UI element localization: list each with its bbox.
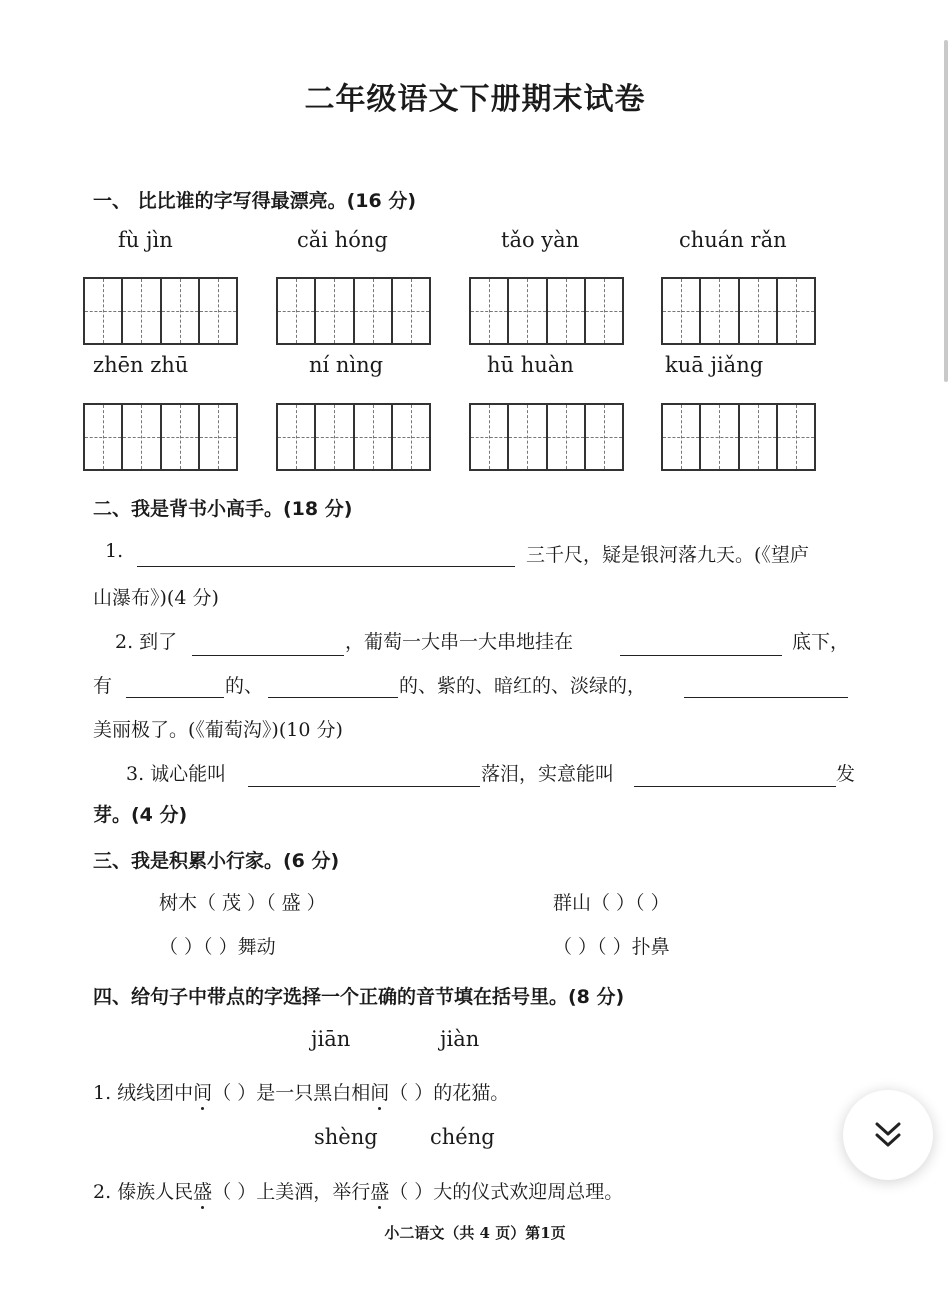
question-text: 落泪，实意能叫 (481, 763, 615, 785)
question-text: 山瀑布》)(4 分) (93, 587, 219, 609)
writing-grid[interactable] (469, 403, 624, 471)
pinyin-option: jiān (311, 1027, 351, 1051)
pinyin-option: jiàn (440, 1027, 480, 1051)
question-text: 有 (93, 675, 113, 697)
page-footer: 小二语文（共 4 页）第1页 (384, 1224, 566, 1242)
dotted-character: 间 (370, 1078, 389, 1105)
answer-blank[interactable] (137, 566, 515, 567)
answer-blank[interactable] (192, 655, 344, 656)
answer-blank[interactable] (268, 697, 398, 698)
idiom-row: （ ）（ ）扑鼻 (553, 936, 670, 958)
writing-grid[interactable] (469, 277, 624, 345)
sentence: 1. 绒线团中间（ ）是一只黑白相间（ ）的花猫。 (93, 1078, 509, 1105)
question-text: 发 (836, 763, 856, 785)
pinyin-option: shèng (314, 1125, 378, 1149)
double-chevron-down-icon (871, 1118, 905, 1152)
question-number: 1. (105, 540, 124, 562)
pinyin: tǎo yàn (501, 228, 580, 252)
answer-blank[interactable] (634, 786, 836, 787)
writing-grid[interactable] (661, 403, 816, 471)
sentence: 2. 傣族人民盛（ ）上美酒，举行盛（ ）大的仪式欢迎周总理。 (93, 1177, 623, 1204)
section4-heading: 四、给句子中带点的字选择一个正确的音节填在括号里。(8 分) (93, 986, 625, 1008)
scrollbar[interactable] (944, 40, 948, 382)
question-text: 3. 诚心能叫 (126, 763, 227, 785)
idiom-row: （ ）（ ）舞动 (159, 936, 276, 958)
pinyin: zhēn zhū (93, 353, 189, 377)
question-text: 的、紫的、暗红的、淡绿的， (399, 675, 647, 697)
answer-blank[interactable] (248, 786, 480, 787)
question-text: 美丽极了。(《葡萄沟》)(10 分) (93, 719, 343, 741)
answer-blank[interactable] (126, 697, 224, 698)
pinyin: kuā jiǎng (665, 353, 764, 377)
idiom-row: 群山（ ）（ ） (553, 892, 670, 914)
pinyin: ní nìng (309, 353, 384, 377)
writing-grid[interactable] (83, 403, 238, 471)
answer-blank[interactable] (684, 697, 848, 698)
pinyin: chuán rǎn (679, 228, 787, 252)
question-text: 的、 (225, 675, 264, 697)
pinyin: cǎi hóng (297, 228, 388, 252)
question-text: 芽。(4 分) (93, 804, 188, 826)
section1-heading: 一、 比比谁的字写得最漂亮。(16 分) (93, 190, 417, 212)
dotted-character: 盛 (370, 1177, 389, 1204)
writing-grid[interactable] (83, 277, 238, 345)
pinyin-option: chéng (430, 1125, 495, 1149)
section3-heading: 三、我是积累小行家。(6 分) (93, 850, 340, 872)
writing-grid[interactable] (661, 277, 816, 345)
idiom-row: 树木（ 茂 ）（ 盛 ） (159, 892, 326, 914)
question-text: ，葡萄一大串一大串地挂在 (345, 631, 574, 653)
answer-blank[interactable] (620, 655, 782, 656)
question-text: 三千尺，疑是银河落九天。(《望庐 (526, 544, 809, 566)
section2-heading: 二、我是背书小高手。(18 分) (93, 498, 353, 520)
writing-grid[interactable] (276, 277, 431, 345)
scroll-down-button[interactable] (843, 1090, 933, 1180)
question-text: 底下， (792, 631, 850, 653)
pinyin: hū huàn (487, 353, 574, 377)
question-text: 2. 到了 (115, 631, 178, 653)
page-title: 二年级语文下册期末试卷 (304, 82, 646, 117)
dotted-character: 间 (193, 1078, 212, 1105)
pinyin: fù jìn (118, 228, 173, 252)
dotted-character: 盛 (193, 1177, 212, 1204)
writing-grid[interactable] (276, 403, 431, 471)
